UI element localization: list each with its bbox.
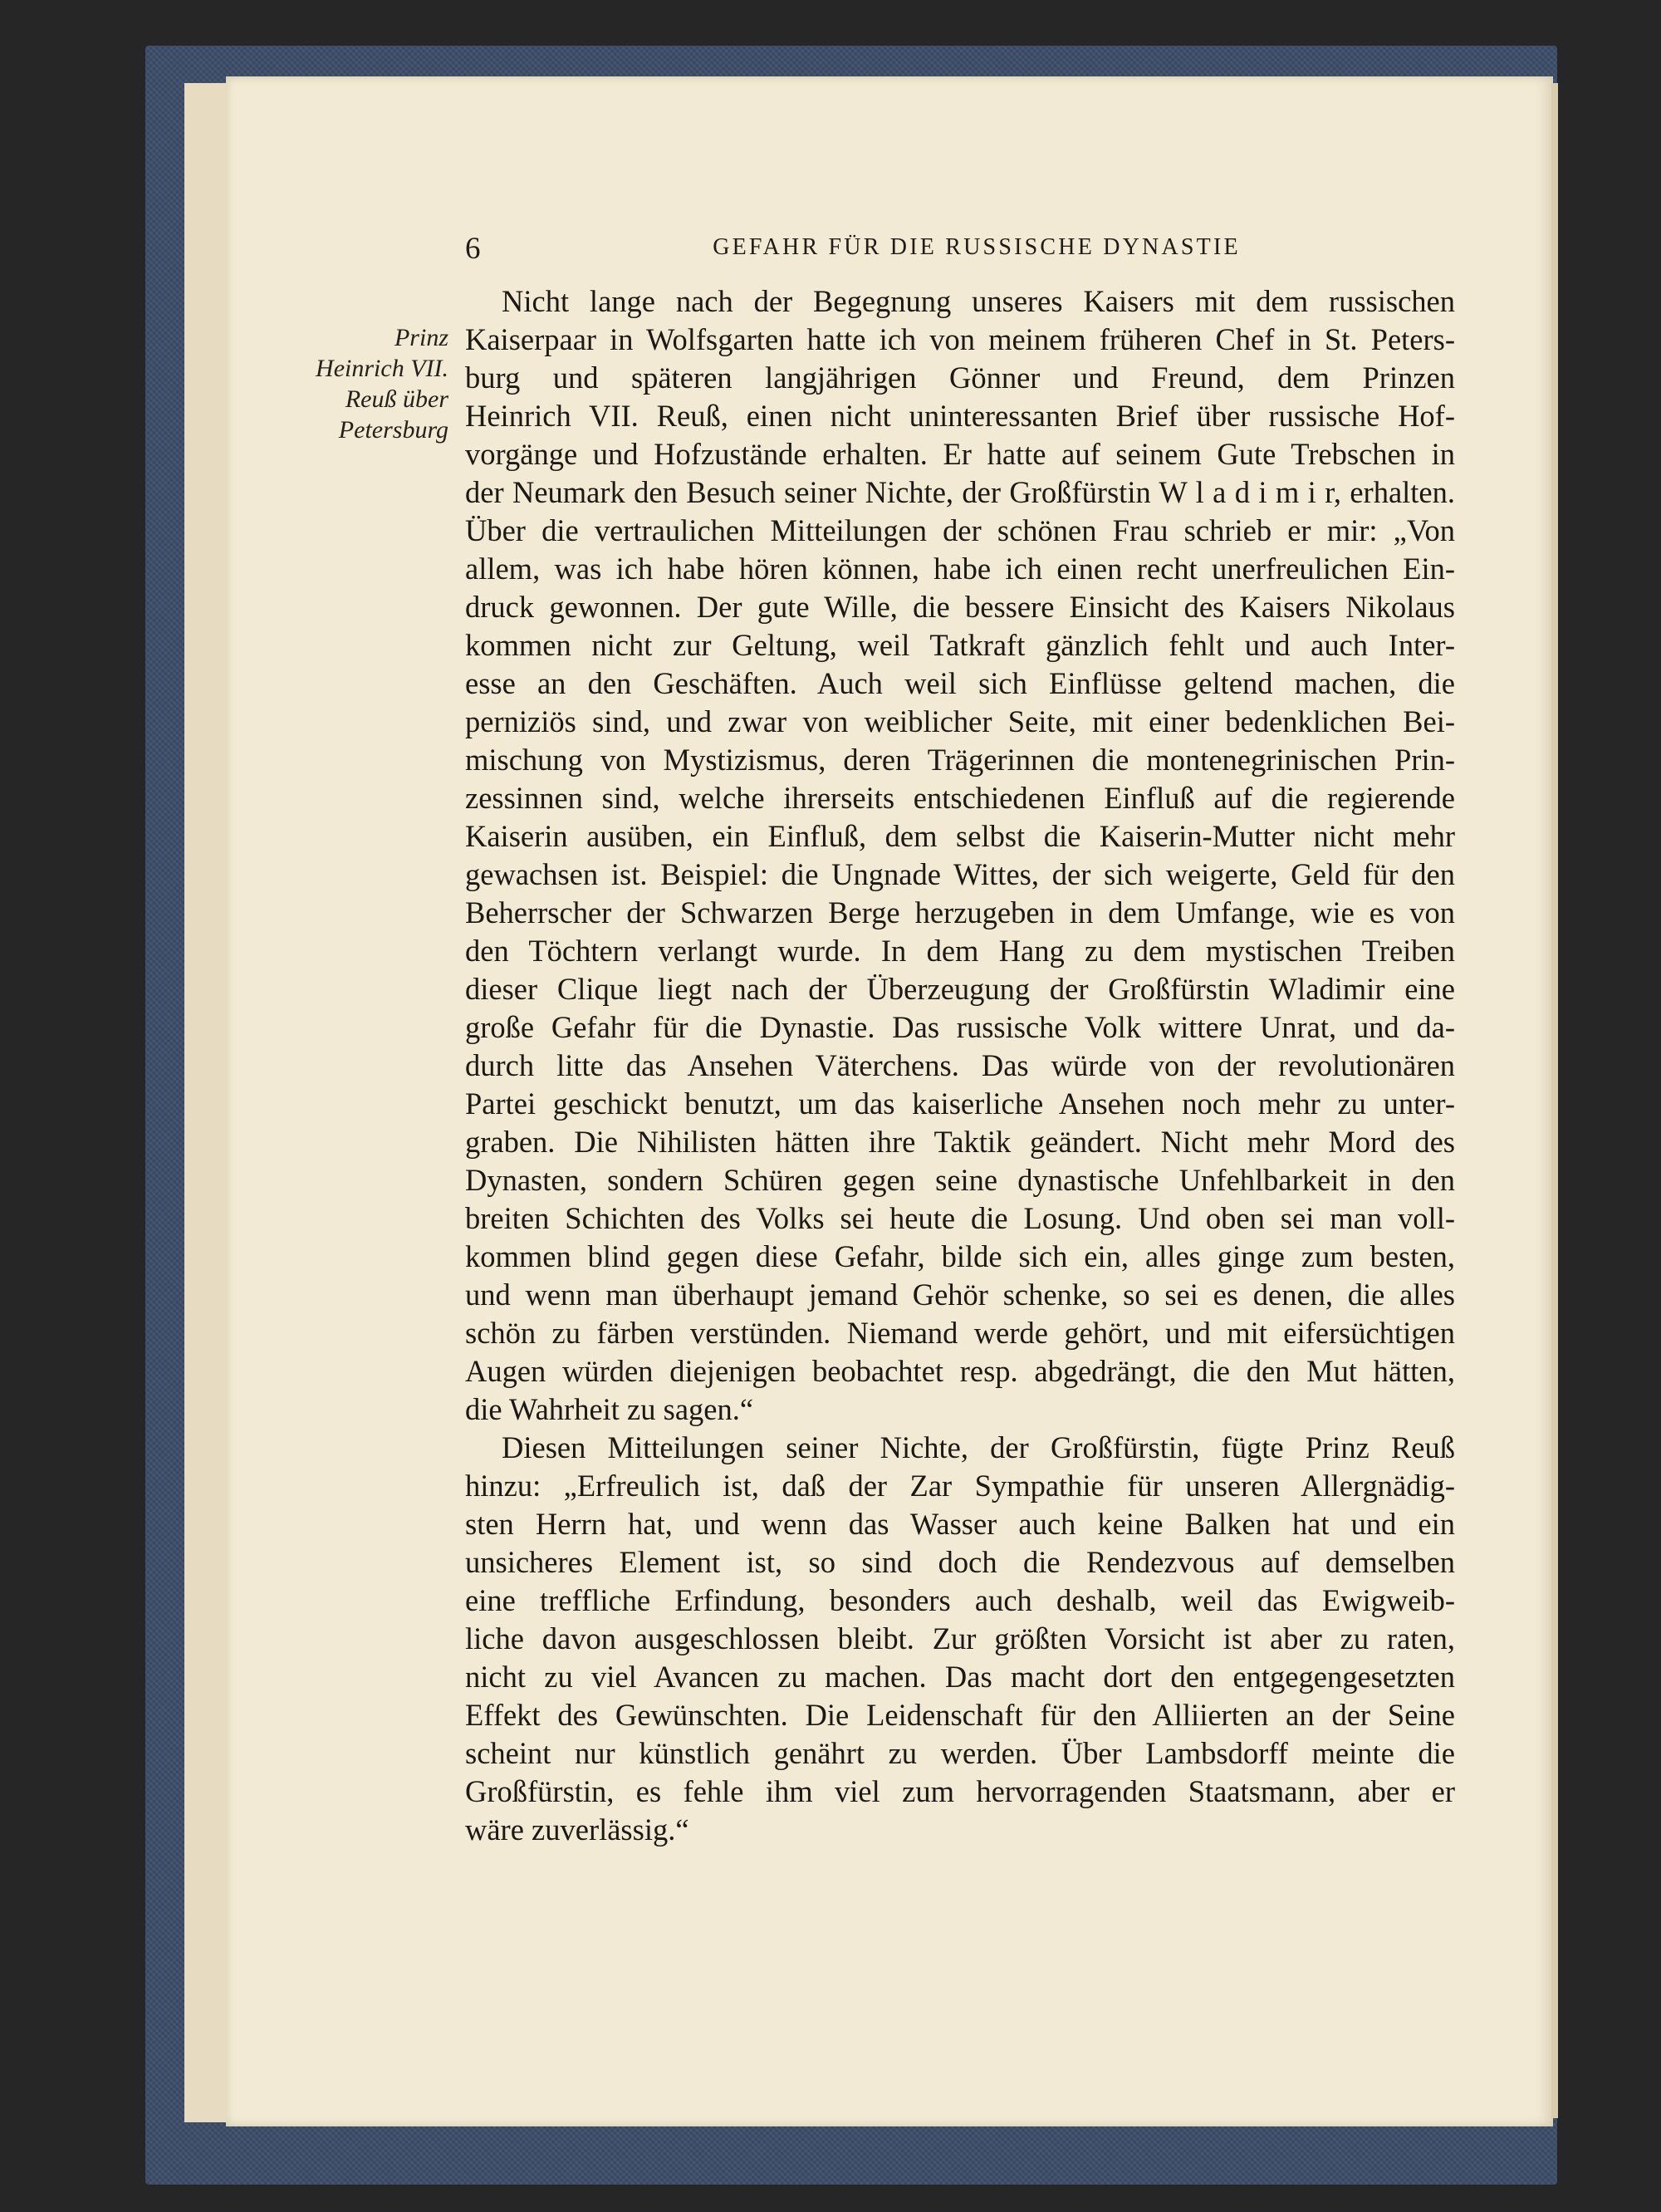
text-line: unsicheres Element ist, so sind doch die Rendezvous auf demselben (465, 1545, 1455, 1579)
margin-note-line: Prinz (394, 324, 448, 351)
text-line: wäre zuverlässig.“ (465, 1812, 689, 1847)
text-line: gewachsen ist. Beispiel: die Ungnade Wittes, der sich weigerte, Geld für den (465, 857, 1455, 891)
text-line: Diesen Mitteilungen seiner Nichte, der Großfürstin, fügte Prinz Reuß (502, 1430, 1455, 1464)
text-line: Dynasten, sondern Schüren gegen seine dynastische Unfehlbarkeit in den (465, 1163, 1455, 1197)
text-line: dieser Clique liegt nach der Überzeugung der Großfürstin Wladimir eine (465, 972, 1455, 1006)
text-line: scheint nur künstlich genährt zu werden. Über Lambsdorff meinte die (465, 1736, 1455, 1770)
text-line: zessinnen sind, welche ihrerseits entschiedenen Einfluß auf die regierende (465, 781, 1455, 815)
text-line: breiten Schichten des Volks sei heute die Losung. Und oben sei man voll- (465, 1201, 1455, 1235)
margin-note (274, 322, 448, 445)
text-line: mischung von Mystizismus, deren Trägerinnen die montenegrinischen Prin- (465, 743, 1455, 777)
text-line: schön zu färben verstünden. Niemand werde gehört, und mit eifersüchtigen (465, 1316, 1455, 1350)
text-line: durch litte das Ansehen Väterchens. Das würde von der revolutionären (465, 1048, 1455, 1082)
paragraph-2 (465, 1429, 1455, 1849)
text-line: Effekt des Gewünschten. Die Leidenschaft für den Alliierten an der Seine (465, 1698, 1455, 1732)
text-line: die Wahrheit zu sagen.“ (465, 1392, 754, 1426)
text-line: große Gefahr für die Dynastie. Das russische Volk wittere Unrat, und da- (465, 1010, 1455, 1044)
text-line: perniziös sind, und zwar von weiblicher Seite, mit einer bedenklichen Bei- (465, 704, 1455, 738)
text-line: Beherrscher der Schwarzen Berge herzugeben in dem Umfange, wie es von (465, 895, 1455, 929)
text-line: allem, was ich habe hören können, habe ich einen recht unerfreulichen Ein- (465, 552, 1455, 586)
text-line: Heinrich VII. Reuß, einen nicht uninteressanten Brief über russische Hof- (465, 399, 1455, 433)
text-line: Kaiserin ausüben, ein Einfluß, dem selbst die Kaiserin-Mutter nicht mehr (465, 819, 1455, 853)
body-text (465, 282, 1455, 1849)
margin-note-line: Reuß über (345, 385, 448, 413)
text-line: Augen würden diejenigen beobachtet resp. abgedrängt, die den Mut hätten, (465, 1354, 1455, 1388)
paragraph-1 (465, 282, 1455, 1429)
text-line: liche davon ausgeschlossen bleibt. Zur größten Vorsicht ist aber zu raten, (465, 1621, 1455, 1655)
text-line: Kaiserpaar in Wolfsgarten hatte ich von meinem früheren Chef in St. Peters- (465, 322, 1455, 356)
text-line: nicht zu viel Avancen zu machen. Das macht dort den entgegengesetzten (465, 1660, 1455, 1694)
text-line: kommen nicht zur Geltung, weil Tatkraft gänzlich fehlt und auch Inter- (465, 628, 1455, 662)
text-line: der Neumark den Besuch seiner Nichte, der Großfürstin W l a d i m i r, erhalten. (465, 475, 1455, 509)
text-line: Großfürstin, es fehle ihm viel zum hervorragenden Staatsmann, aber er (465, 1774, 1455, 1808)
text-line: esse an den Geschäften. Auch weil sich Einflüsse geltend machen, die (465, 666, 1455, 700)
text-line: eine treffliche Erfindung, besonders auch deshalb, weil das Ewigweib- (465, 1583, 1455, 1617)
text-line: Nicht lange nach der Begegnung unseres Kaisers mit dem russischen (502, 284, 1455, 318)
text-line: graben. Die Nihilisten hätten ihre Taktik geändert. Nicht mehr Mord des (465, 1125, 1455, 1159)
margin-note-line: Heinrich VII. (316, 355, 448, 382)
running-title: GEFAHR FÜR DIE RUSSISCHE DYNASTIE (713, 234, 1241, 260)
text-line: den Töchtern verlangt wurde. In dem Hang zu dem mystischen Treiben (465, 934, 1455, 968)
text-line: druck gewonnen. Der gute Wille, die bessere Einsicht des Kaisers Nikolaus (465, 590, 1455, 624)
text-line: vorgänge und Hofzustände erhalten. Er hatte auf seinem Gute Trebschen in (465, 437, 1455, 471)
running-head (465, 231, 1455, 264)
text-line: Über die vertraulichen Mitteilungen der schönen Frau schrieb er mir: „Von (465, 513, 1455, 547)
page-right-edge (1551, 83, 1558, 2118)
text-line: hinzu: „Erfreulich ist, daß der Zar Sympathie für unseren Allergnädig- (465, 1469, 1455, 1503)
page-number: 6 (465, 232, 481, 266)
text-line: und wenn man überhaupt jemand Gehör schenke, so sei es denen, die alles (465, 1278, 1455, 1312)
text-line: burg und späteren langjährigen Gönner und Freund, dem Prinzen (465, 360, 1455, 395)
text-line: sten Herrn hat, und wenn das Wasser auch keine Balken hat und ein (465, 1507, 1455, 1541)
text-line: kommen blind gegen diese Gefahr, bilde sich ein, alles ginge zum besten, (465, 1239, 1455, 1273)
margin-note-line: Petersburg (338, 416, 448, 444)
text-line: Partei geschickt benutzt, um das kaiserliche Ansehen noch mehr zu unter- (465, 1086, 1455, 1121)
